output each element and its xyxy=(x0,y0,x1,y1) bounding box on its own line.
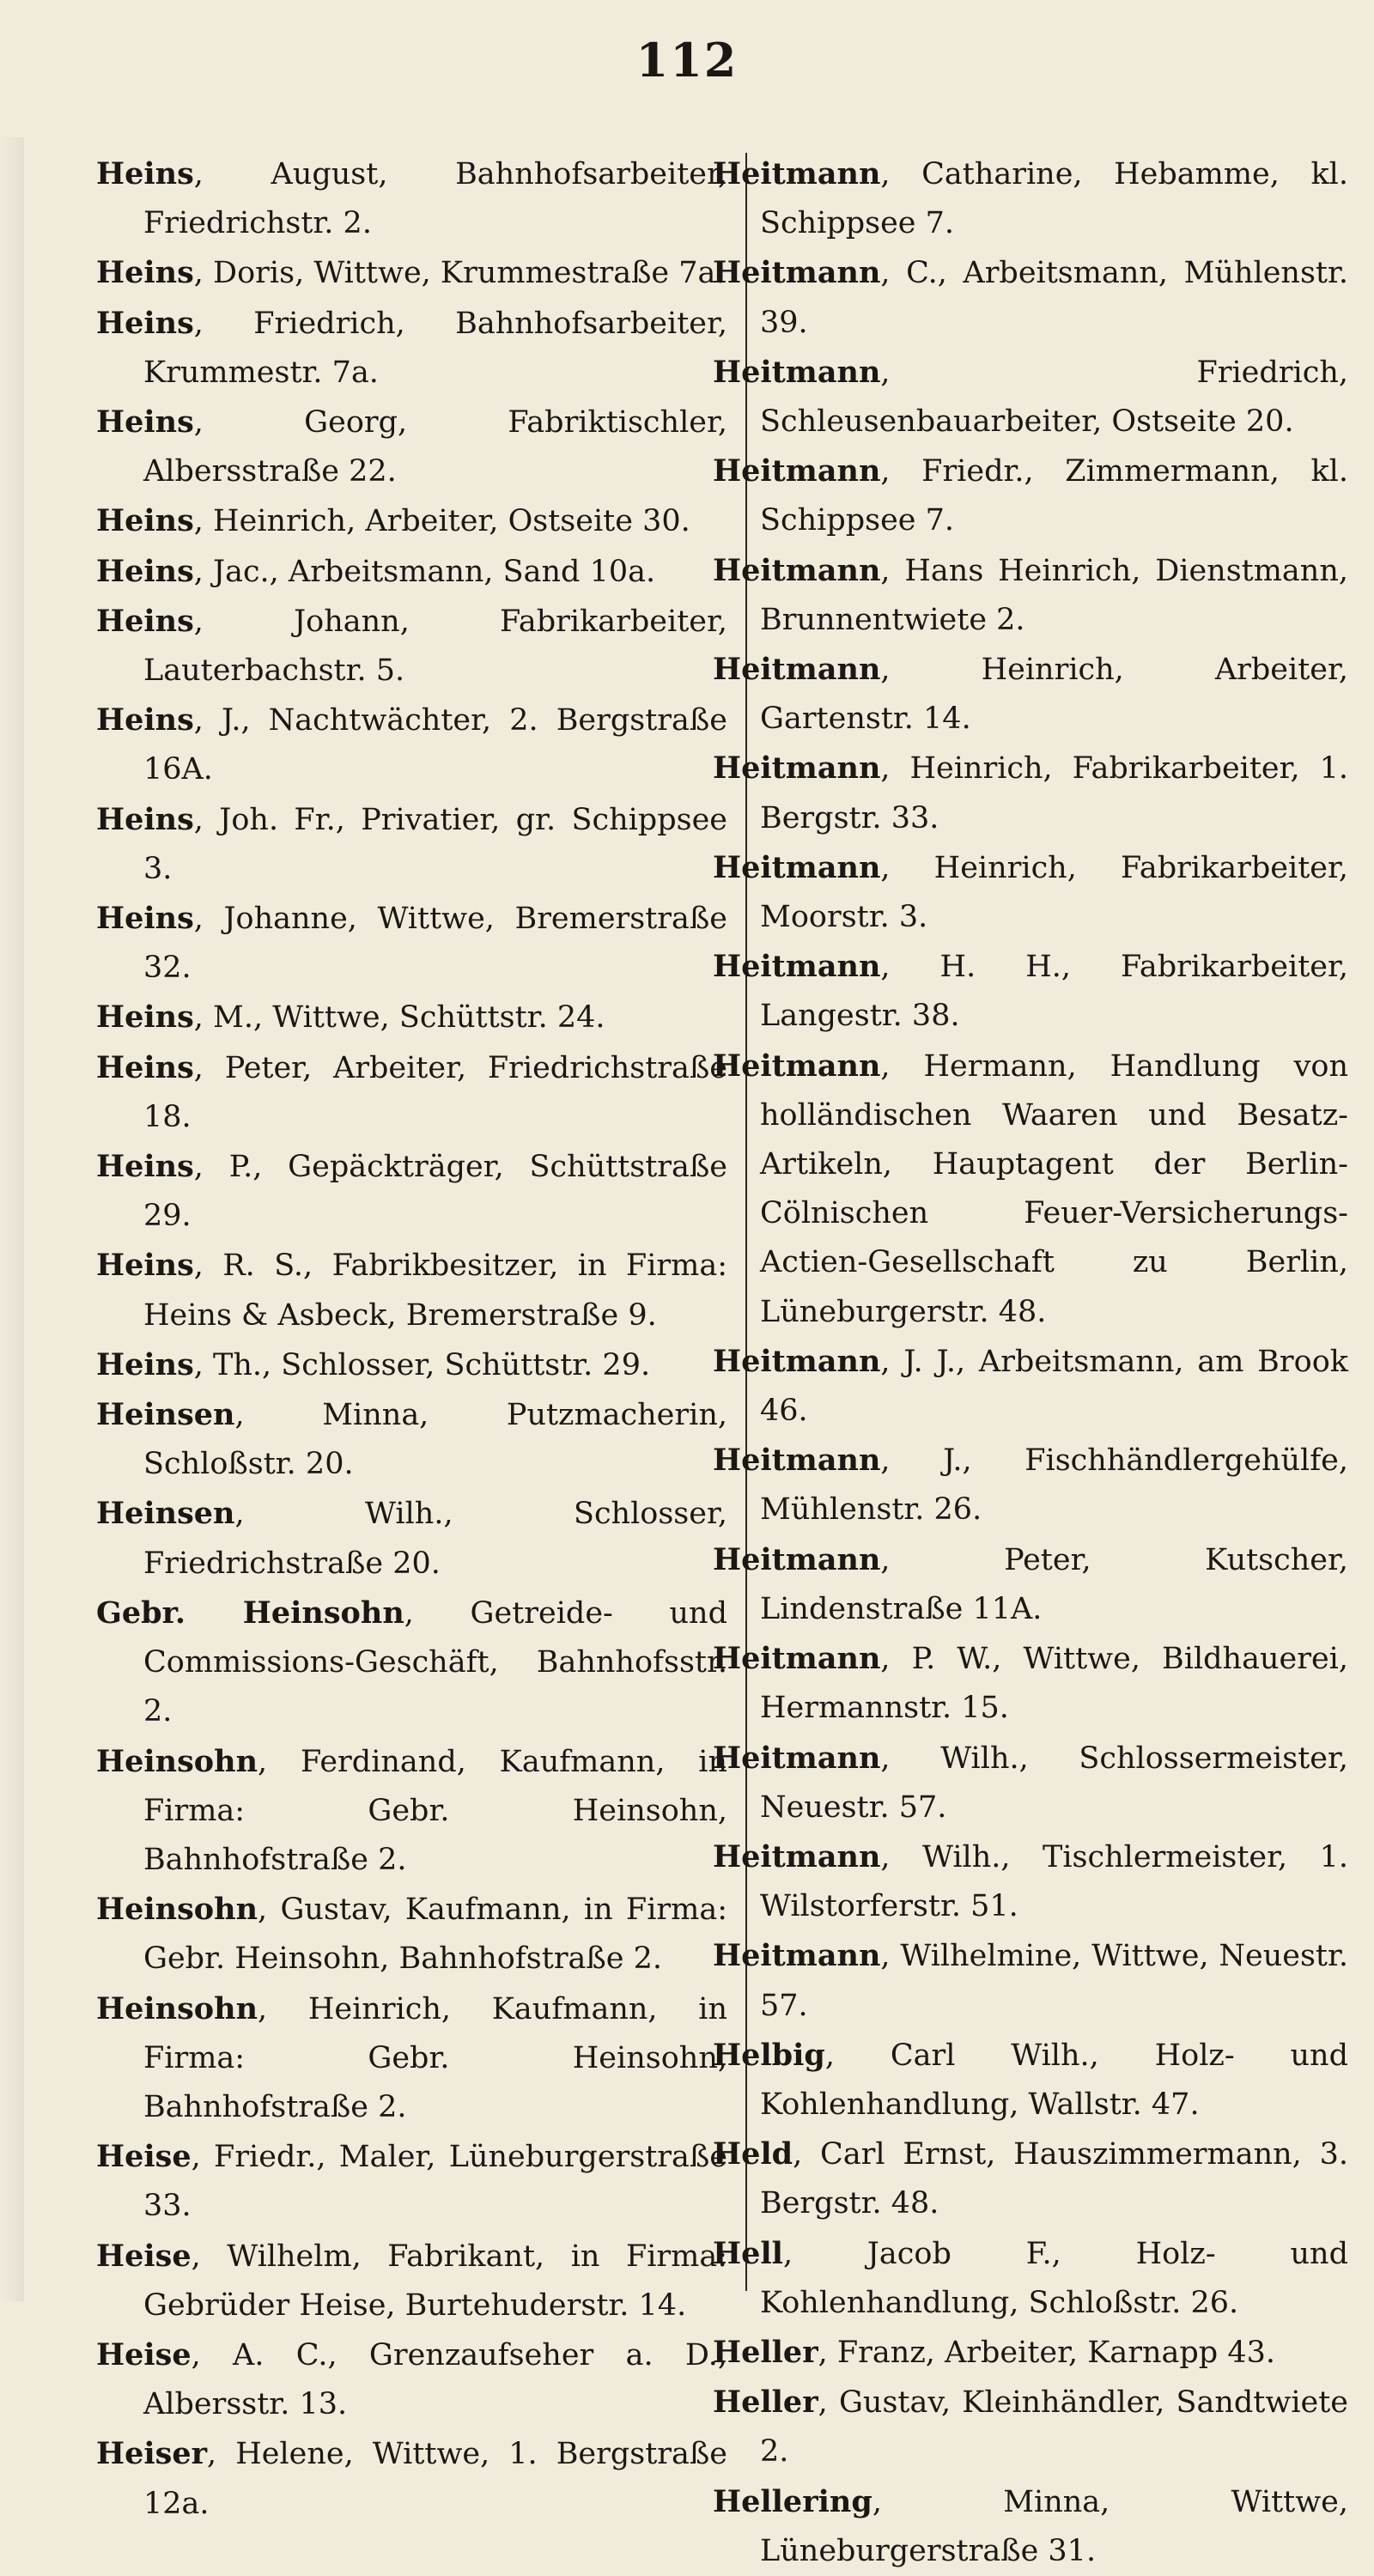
entry-surname: Heiser xyxy=(96,2436,208,2472)
directory-entry xyxy=(713,1535,1348,1634)
directory-entry xyxy=(713,2378,1348,2476)
directory-entry xyxy=(713,942,1348,1041)
directory-entry xyxy=(96,248,727,298)
entry-surname: Heitmann xyxy=(713,1343,881,1379)
entry-details: , Wilh., Schlossermeister, Neuestr. 57. xyxy=(760,1741,1348,1825)
entry-surname: Heitmann xyxy=(713,156,881,191)
entry-details: , Carl Wilh., Holz- und Kohlenhandlung, Wallstr. 47. xyxy=(760,2038,1348,2122)
directory-entry xyxy=(96,1390,727,1489)
directory-entry xyxy=(96,696,727,794)
entry-surname: Heins xyxy=(96,156,194,191)
entry-surname: Heinsohn xyxy=(96,1990,258,2026)
directory-entry xyxy=(713,248,1348,347)
directory-entry xyxy=(96,2232,727,2330)
entry-details: , Jac., Arbeitsmann, Sand 10a. xyxy=(193,554,656,589)
entry-surname: Heins xyxy=(96,1149,194,1185)
entry-details: , C., Arbeitsmann, Mühlenstr. 39. xyxy=(760,256,1348,340)
entry-details: , Ferdinand, Kaufmann, in Firma: Gebr. Heinsohn, Bahnhofstraße 2. xyxy=(143,1744,727,1877)
directory-entry xyxy=(713,1337,1348,1436)
entry-surname: Heins xyxy=(96,1346,194,1382)
directory-entry xyxy=(96,1340,727,1390)
directory-entry xyxy=(713,1931,1348,2030)
entry-details: , Wilh., Tischlermeister, 1. Wilstorferstr. 51. xyxy=(760,1839,1348,1924)
directory-entry xyxy=(713,1634,1348,1733)
entry-surname: Heise xyxy=(96,2336,192,2372)
left-column xyxy=(96,149,727,2529)
directory-entry xyxy=(713,2328,1348,2378)
entry-details: , Carl Ernst, Hauszimmermann, 3. Bergstr. 48. xyxy=(760,2137,1348,2221)
directory-entry xyxy=(96,597,727,696)
entry-surname: Heller xyxy=(713,2385,818,2421)
entry-surname: Heins xyxy=(96,1049,194,1085)
entry-surname: Heller xyxy=(713,2334,818,2370)
entry-surname: Helbig xyxy=(713,2037,825,2073)
entry-surname: Heitmann xyxy=(713,652,881,688)
entry-details: , Johann, Fabrikarbeiter, Lauterbachstr. 5. xyxy=(143,604,727,689)
entry-details: , Friedr., Zimmermann, kl. Schippsee 7. xyxy=(760,454,1348,538)
directory-entry xyxy=(713,843,1348,942)
directory-entry xyxy=(713,2129,1348,2228)
entry-surname: Heinsen xyxy=(96,1496,235,1532)
entry-details: , Catharine, Hebamme, kl. Schippsee 7. xyxy=(760,157,1348,241)
entry-surname: Heitmann xyxy=(713,949,881,985)
entry-details: , Peter, Kutscher, Lindenstraße 11A. xyxy=(760,1542,1348,1626)
entry-surname: Heitmann xyxy=(713,1443,881,1479)
entry-details: , Joh. Fr., Privatier, gr. Schippsee 3. xyxy=(143,802,727,886)
directory-entry xyxy=(96,1885,727,1984)
directory-entry xyxy=(96,547,727,597)
entry-surname: Heins xyxy=(96,1248,194,1284)
directory-entry xyxy=(96,2132,727,2231)
entry-surname: Heinsohn xyxy=(96,1743,258,1779)
entry-details: , H. H., Fabrikarbeiter, Langestr. 38. xyxy=(760,950,1348,1034)
entry-details: , P. W., Wittwe, Bildhauerei, Hermannstr. 15. xyxy=(760,1642,1348,1726)
directory-entry xyxy=(713,744,1348,842)
directory-entry xyxy=(96,2330,727,2429)
directory-entry xyxy=(96,398,727,496)
directory-entry xyxy=(96,1241,727,1340)
directory-entry xyxy=(96,993,727,1042)
entry-details: , J. J., Arbeitsmann, am Brook 46. xyxy=(760,1344,1348,1429)
entry-details: , M., Wittwe, Schüttstr. 24. xyxy=(193,1000,605,1036)
entry-surname: Hell xyxy=(713,2235,783,2271)
entry-details: , Doris, Wittwe, Krummestraße 7a. xyxy=(193,256,726,291)
directory-entry xyxy=(96,1737,727,1886)
entry-surname: Heins xyxy=(96,702,194,738)
entry-surname: Heins xyxy=(96,801,194,837)
entry-surname: Heitmann xyxy=(713,453,881,489)
entry-details: , Wilhelm, Fabrikant, in Firma: Gebrüder Heise, Burtehuderstr. 14. xyxy=(143,2239,727,2323)
entry-surname: Heise xyxy=(96,2139,192,2175)
directory-entry xyxy=(713,2031,1348,2129)
entry-surname: Hellering xyxy=(713,2483,872,2519)
entry-details: , Heinrich, Fabrikarbeiter, 1. Bergstr. 33. xyxy=(760,751,1348,835)
directory-entry xyxy=(96,1984,727,2133)
directory-entry xyxy=(713,546,1348,645)
directory-entry xyxy=(713,348,1348,447)
entry-surname: Heinsen xyxy=(96,1397,235,1433)
entry-surname: Heitmann xyxy=(713,1938,881,1974)
entry-surname: Heins xyxy=(96,404,194,440)
entry-details: , Heinrich, Kaufmann, in Firma: Gebr. Heinsohn, Bahnhofstraße 2. xyxy=(143,1991,727,2124)
directory-entry xyxy=(713,447,1348,545)
directory-entry xyxy=(96,299,727,398)
entry-surname: Heitmann xyxy=(713,1838,881,1874)
page-edge-shadow xyxy=(0,137,24,2301)
directory-entry xyxy=(713,2229,1348,2328)
entry-details: , Johanne, Wittwe, Bremerstraße 32. xyxy=(143,902,727,986)
entry-details: , Heinrich, Arbeiter, Gartenstr. 14. xyxy=(760,653,1348,737)
entry-surname: Heins xyxy=(96,901,194,937)
entry-surname: Heitmann xyxy=(713,849,881,885)
entry-details: , Minna, Putzmacherin, Schloßstr. 20. xyxy=(143,1398,727,1482)
entry-surname: Gebr. Heinsohn xyxy=(96,1595,404,1631)
directory-entry xyxy=(96,795,727,894)
entry-details: , A. C., Grenzaufseher a. D., Albersstr. 13. xyxy=(143,2337,727,2422)
directory-entry xyxy=(96,149,727,248)
directory-entry xyxy=(713,645,1348,744)
entry-details: , Friedr., Maler, Lüneburgerstraße 33. xyxy=(143,2140,727,2224)
entry-surname: Heitmann xyxy=(713,1641,881,1677)
entry-surname: Heitmann xyxy=(713,354,881,390)
directory-entry xyxy=(96,496,727,546)
entry-details: , Franz, Arbeiter, Karnapp 43. xyxy=(818,2335,1275,2370)
entry-surname: Heitmann xyxy=(713,1048,881,1084)
directory-entry xyxy=(96,2429,727,2528)
entry-surname: Heins xyxy=(96,999,194,1036)
entry-surname: Heitmann xyxy=(713,1541,881,1577)
entry-surname: Heitmann xyxy=(713,1740,881,1776)
entry-surname: Heinsohn xyxy=(96,1892,258,1928)
entry-details: , Wilh., Schlosser, Friedrichstraße 20. xyxy=(143,1497,727,1581)
entry-details: , J., Fischhändlergehülfe, Mühlenstr. 26. xyxy=(760,1443,1348,1528)
directory-entry xyxy=(96,1043,727,1142)
directory-entry xyxy=(713,149,1348,248)
entry-details: , Hans Heinrich, Dienstmann, Brunnentwiete 2. xyxy=(760,553,1348,637)
entry-details: , Georg, Fabriktischler, Albersstraße 22. xyxy=(143,405,727,489)
directory-entry xyxy=(96,1142,727,1241)
entry-surname: Heins xyxy=(96,553,194,589)
entry-details: , Heinrich, Arbeiter, Ostseite 30. xyxy=(193,504,690,539)
entry-details: , Helene, Wittwe, 1. Bergstraße 12a. xyxy=(143,2437,727,2521)
directory-entry xyxy=(96,1489,727,1588)
entry-surname: Heins xyxy=(96,255,194,291)
entry-details: , R. S., Fabrikbesitzer, in Firma: Heins & Asbeck, Bremerstraße 9. xyxy=(143,1249,727,1333)
entry-details: , Getreide- und Commissions-Geschäft, Bahnhofsstr. 2. xyxy=(143,1595,727,1729)
directory-entry xyxy=(713,1734,1348,1832)
entry-surname: Heins xyxy=(96,503,194,539)
entry-details: , Friedrich, Bahnhofsarbeiter, Krummestr. 7a. xyxy=(143,306,727,390)
entry-surname: Heitmann xyxy=(713,255,881,291)
directory-entry xyxy=(713,1832,1348,1931)
directory-entry xyxy=(713,1436,1348,1534)
entry-details: , Th., Schlosser, Schüttstr. 29. xyxy=(193,1347,651,1382)
entry-surname: Heins xyxy=(96,305,194,341)
right-column xyxy=(713,149,1348,2576)
entry-details: , August, Bahnhofsarbeiter, Friedrichstr. 2. xyxy=(143,157,727,241)
entry-surname: Heitmann xyxy=(713,750,881,787)
entry-surname: Heitmann xyxy=(713,552,881,588)
directory-entry xyxy=(713,1042,1348,1337)
entry-surname: Held xyxy=(713,2136,793,2172)
entry-details: , Peter, Arbeiter, Friedrichstraße 18. xyxy=(143,1050,727,1134)
entry-surname: Heins xyxy=(96,603,194,639)
directory-entry xyxy=(96,1589,727,1737)
entry-details: , Gustav, Kaufmann, in Firma: Gebr. Heinsohn, Bahnhofstraße 2. xyxy=(143,1893,727,1977)
entry-details: , Friedrich, Schleusenbauarbeiter, Ostseite 20. xyxy=(760,355,1348,440)
entry-details: , Hermann, Handlung von holländischen Waaren und Besatz-Artikeln, Hauptagent der Berlin-Cölnischen Feuer-Versicherungs-Actien-Gesellschaft zu Berlin, Lüneburgerstr. 48. xyxy=(760,1048,1348,1329)
entry-details: , Gustav, Kleinhändler, Sandtwiete 2. xyxy=(760,2385,1348,2470)
entry-surname: Heise xyxy=(96,2238,192,2274)
entry-details: , J., Nachtwächter, 2. Bergstraße 16A. xyxy=(143,703,727,787)
entry-details: , Wilhelmine, Wittwe, Neuestr. 57. xyxy=(760,1939,1348,2023)
entry-details: , P., Gepäckträger, Schüttstraße 29. xyxy=(143,1150,727,1234)
entry-details: , Minna, Wittwe, Lüneburgerstraße 31. xyxy=(760,2484,1348,2568)
entry-details: , Jacob F., Holz- und Kohlenhandlung, Schloßstr. 26. xyxy=(760,2236,1348,2320)
directory-entry xyxy=(713,2477,1348,2576)
entry-details: , Heinrich, Fabrikarbeiter, Moorstr. 3. xyxy=(760,850,1348,935)
page-number: 112 xyxy=(635,33,739,88)
directory-entry xyxy=(96,894,727,993)
